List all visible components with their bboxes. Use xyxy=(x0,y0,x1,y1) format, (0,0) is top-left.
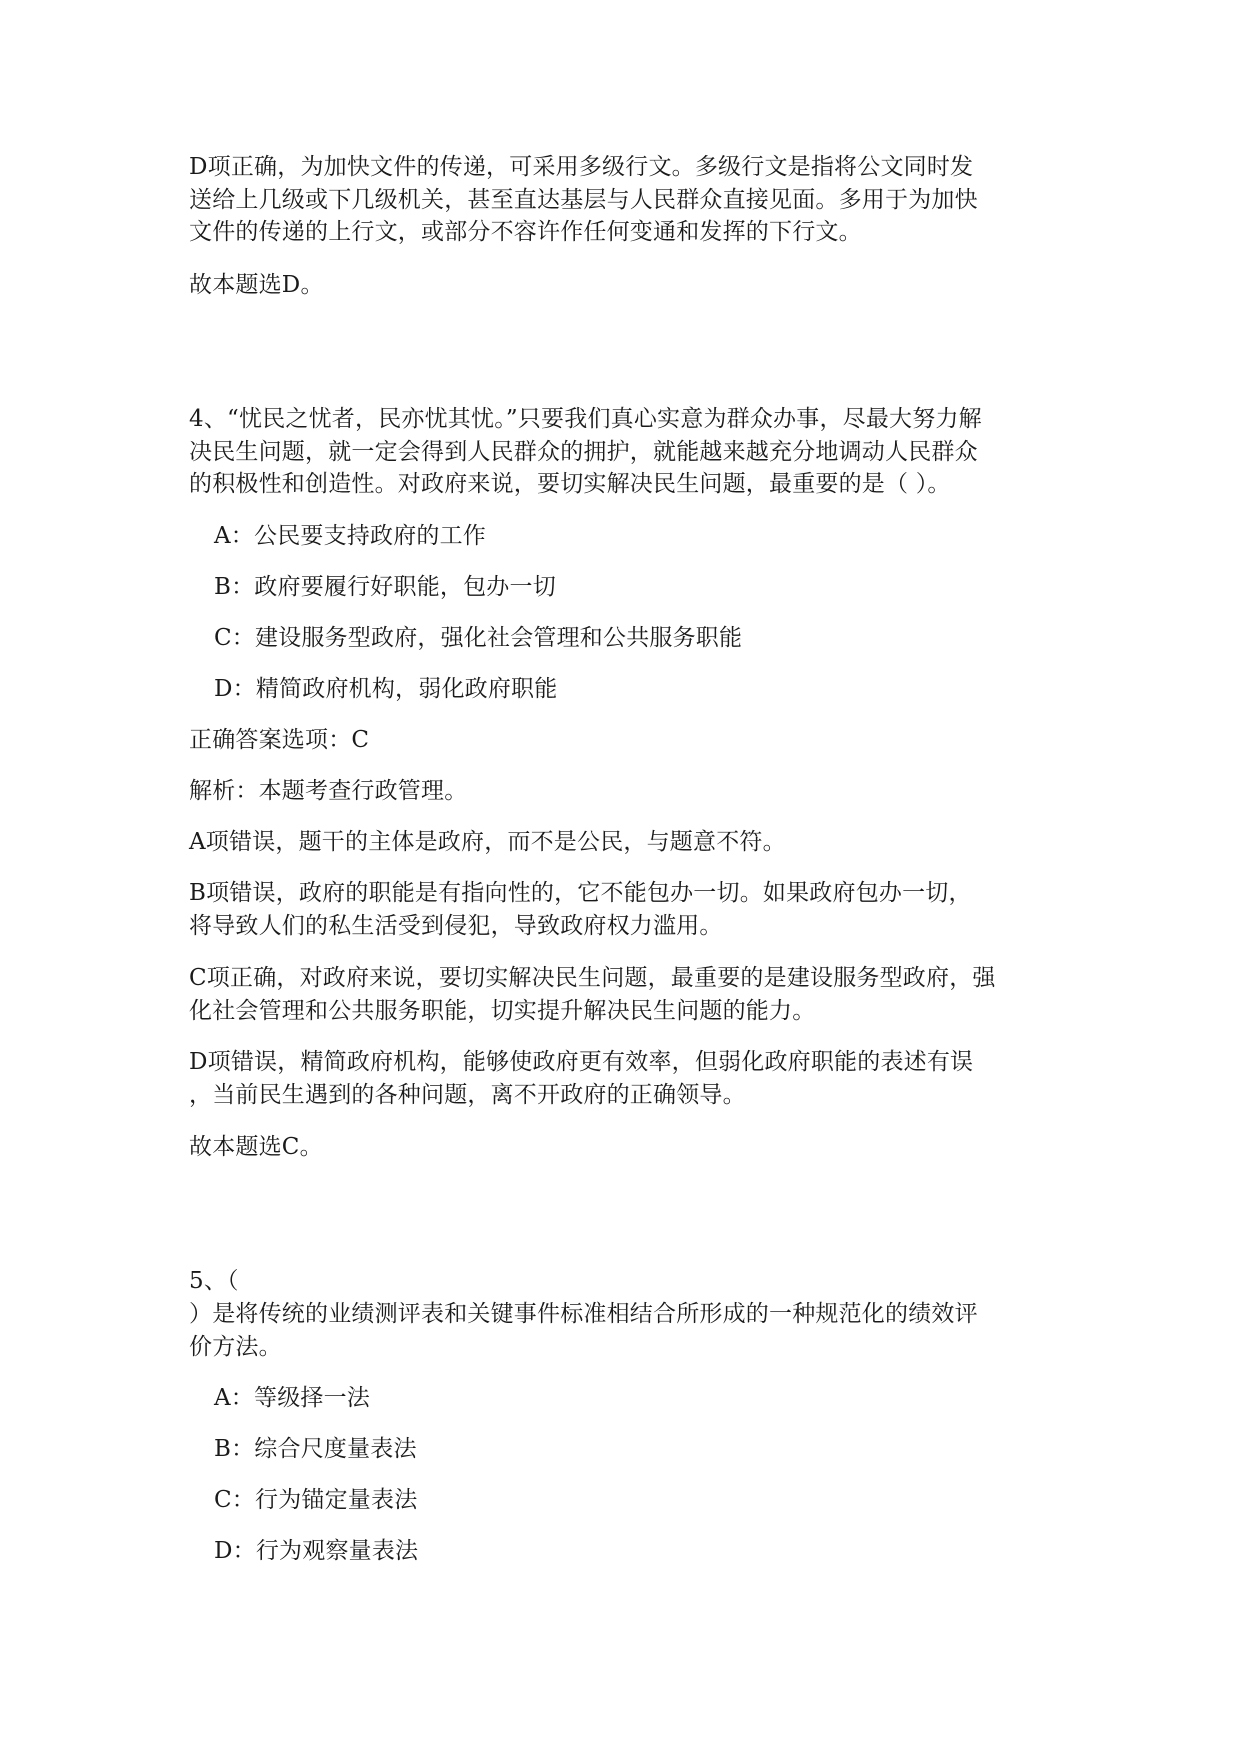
q4-analysis: 解析：本题考查行政管理。 xyxy=(189,778,468,804)
prev-conclusion: 故本题选D。 xyxy=(189,272,324,298)
q5-option-b: B：综合尺度量表法 xyxy=(214,1436,417,1462)
q4-d-explain-line-2: ，当前民生遇到的各种问题，离不开政府的正确领导。 xyxy=(189,1082,746,1108)
q4-stem-line-2: 决民生问题，就一定会得到人民群众的拥护，就能越来越充分地调动人民群众 xyxy=(189,439,978,465)
q4-c-explain-line-1: C项正确，对政府来说，要切实解决民生问题，最重要的是建设服务型政府，强 xyxy=(189,965,996,991)
q4-d-explain-line-1: D项错误，精简政府机构，能够使政府更有效率，但弱化政府职能的表述有误 xyxy=(189,1049,974,1075)
q5-stem-line-1: 5、（ xyxy=(189,1268,239,1294)
q4-option-d: D：精简政府机构，弱化政府职能 xyxy=(214,676,558,702)
q4-option-b: B：政府要履行好职能，包办一切 xyxy=(214,574,556,600)
q5-stem-line-3: 价方法。 xyxy=(189,1334,282,1360)
q5-option-d: D：行为观察量表法 xyxy=(214,1538,419,1564)
q4-stem-line-1: 4、“忧民之忧者，民亦忧其忧。”只要我们真心实意为群众办事，尽最大努力解 xyxy=(189,406,982,432)
prev-d-explain-line-3: 文件的传递的上行文，或部分不容许作任何变通和发挥的下行文。 xyxy=(189,219,862,245)
q4-conclusion: 故本题选C。 xyxy=(189,1134,323,1160)
q4-a-explain: A项错误，题干的主体是政府，而不是公民，与题意不符。 xyxy=(189,829,786,855)
q5-stem-line-2: ）是将传统的业绩测评表和关键事件标准相结合所形成的一种规范化的绩效评 xyxy=(189,1301,978,1327)
q4-b-explain-line-1: B项错误，政府的职能是有指向性的，它不能包办一切。如果政府包办一切， xyxy=(189,880,972,906)
q5-option-c: C：行为锚定量表法 xyxy=(214,1487,418,1513)
q4-stem-line-3: 的积极性和创造性。对政府来说，要切实解决民生问题，最重要的是（ ）。 xyxy=(189,471,951,497)
prev-d-explain-line-2: 送给上几级或下几级机关，甚至直达基层与人民群众直接见面。多用于为加快 xyxy=(189,187,978,213)
q4-c-explain-line-2: 化社会管理和公共服务职能，切实提升解决民生问题的能力。 xyxy=(189,998,816,1024)
q4-option-c: C：建设服务型政府，强化社会管理和公共服务职能 xyxy=(214,625,743,651)
prev-d-explain-line-1: D项正确，为加快文件的传递，可采用多级行文。多级行文是指将公文同时发 xyxy=(189,154,974,180)
q4-b-explain-line-2: 将导致人们的私生活受到侵犯，导致政府权力滥用。 xyxy=(189,913,723,939)
q5-option-a: A：等级择一法 xyxy=(214,1385,371,1411)
q4-answer: 正确答案选项：C xyxy=(189,727,370,753)
q4-option-a: A：公民要支持政府的工作 xyxy=(214,523,487,549)
